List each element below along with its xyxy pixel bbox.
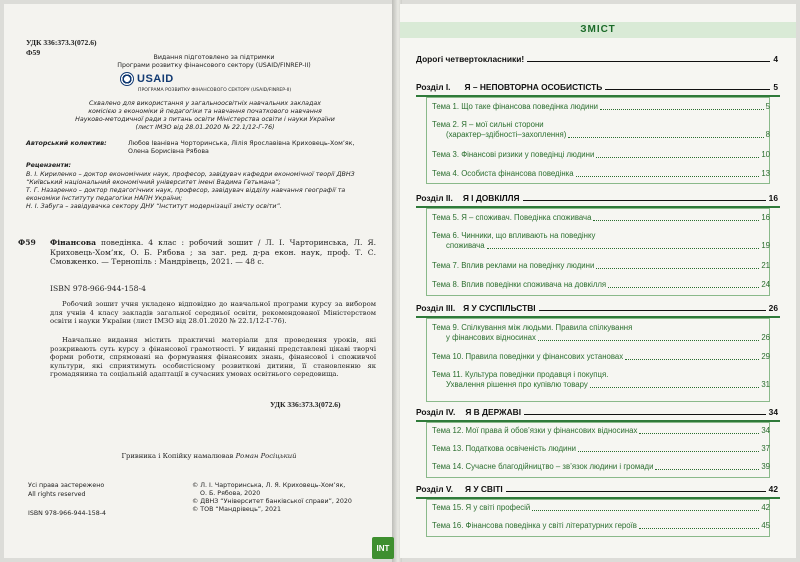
topic-page: 5 [765,102,770,111]
leader-dots [590,387,760,388]
approval-line: (лист ІМЗО від 28.01.2020 № 22.1/12-Г-76) [135,124,275,131]
author-line: Олена Борисівна Рябова [128,148,209,155]
topic-title: Тема 11. Культура поведінки продавця і покупця. [432,370,609,379]
topic-title-cont: у фінансових відносинах [446,333,536,342]
topic-page: 45 [761,521,770,530]
copyright-line: © Л. І. Чарторинська, Л. Я. Криховець-Хом’як, [192,482,346,489]
section-number: Розділ IV. [416,407,456,417]
isbn-bottom: ISBN 978-966-944-158-4 [28,510,107,517]
leader-dots [568,137,763,138]
support-line2: Програми розвитку фінансового сектору (USAID/FINREP-II) [117,62,311,69]
toc-topic-15[interactable] [432,503,770,513]
leader-dots [593,220,759,221]
topic-title: Тема 10. Правила поведінки у фінансових установах [432,352,624,361]
topic-page: 39 [761,462,770,471]
leader-dots [596,268,759,269]
topic-title: Тема 16. Фінансова поведінка у світі літературних героїв [432,521,637,530]
toc-intro-page: 4 [773,54,778,64]
udc-bottom: УДК 336:373.3(072.6) [270,400,341,409]
toc-topic-10[interactable] [432,352,770,362]
topic-title: Тема 15. Я у світі професій [432,503,531,512]
leader-dots [639,433,759,434]
topic-page: 29 [761,352,770,361]
toc-section-2[interactable] [416,193,778,203]
toc-topic-8[interactable] [432,280,770,290]
code-main: Ф59 [18,238,36,247]
section-page: 5 [773,82,778,92]
toc-topic-4[interactable] [432,169,770,179]
code-top: Ф59 [26,48,41,57]
leader-line [523,200,766,201]
topic-title: Тема 6. Чинники, що впливають на поведінку [432,231,596,240]
topic-title: Тема 7. Вплив реклами на поведінку людини [432,261,595,270]
catalog-rest: поведінка. 4 клас : робочий зошит / Л. І. Чарторинська, Л. Я. Криховець-Хом’як, О. Б. Рябова ; за заг. ред. д-ра екон. наук, проф. Т. С. Смовженко. — Тернопіль : Мандрівець, 2021. — 48 с. [50,238,376,267]
usaid-logo-text: USAID [137,73,174,85]
section-page: 16 [768,193,778,203]
topic-page: 10 [761,150,770,159]
toc-section-3[interactable] [416,303,778,313]
usaid-logo [120,72,174,86]
catalog-title: Фінансова [50,238,97,247]
illustrator [44,452,374,461]
rights-1: Усі права застережено [28,482,105,489]
topic-title: Тема 2. Я – мої сильні сторони [432,120,544,129]
toc-topic-12[interactable] [432,426,770,436]
usaid-seal-icon [120,72,134,86]
authors-label: Авторський колектив: [26,140,107,147]
leader-line [506,491,766,492]
reviewer-entry: Т. Г. Назаренко – доктор педагогічних наук, професор, завідувач відділу навчання географії та економіки Інституту педагогіки НАПН України; [26,187,346,202]
approval-line: Науково-методичної ради з питань освіти Міністерства освіти і науки України [75,116,335,123]
topic-title: Тема 4. Особиста фінансова поведінка [432,169,574,178]
reviewers [26,171,374,211]
topic-title-cont: Ухвалення рішення про купівлю товару [446,380,588,389]
topic-title: Тема 12. Мої права й обов’язки у фінансових відносинах [432,426,638,435]
toc-topic-9[interactable] [432,323,770,343]
approval-text [40,100,370,132]
toc-topic-13[interactable] [432,444,770,454]
toc-section-1[interactable] [416,82,778,92]
toc-intro[interactable] [416,54,778,64]
publisher-logo-icon: INT [372,537,394,559]
leader-dots [600,109,764,110]
usaid-sub: ПРОГРАМА РОЗВИТКУ ФІНАНСОВОГО СЕКТОРУ (USAID/FINREP-II) [138,88,292,93]
copyright-line: О. Б. Рябова, 2020 [200,490,261,497]
toc-topic-14[interactable] [432,462,770,472]
leader-dots [576,176,760,177]
section-number: Розділ III. [416,303,456,313]
approval-line: Схвалено для використання у загальноосвітніх навчальних закладах [89,100,321,107]
illustrator-name: Роман Росіцький [235,452,297,460]
copyright-line: © ДВНЗ “Університет банківської справи”, 2020 [192,498,352,505]
toc-topic-5[interactable] [432,213,770,223]
section-page: 42 [768,484,778,494]
leader-dots [538,340,759,341]
section-name: Я В ДЕРЖАВІ [465,407,522,417]
leader-dots [639,528,759,529]
author-line: Любов Іванівна Чорторинська, Лілія Ярославівна Криховець-Хом’як, [128,140,355,147]
reviewer-entry: В. І. Кириленко – доктор економічних наук, професор, завідувач кафедри економічної теорії ДВНЗ “Київський національний економічний університет імені Вадима Гетьмана”; [26,171,355,186]
topic-title: Тема 8. Вплив поведінки споживача на довкілля [432,280,607,289]
topic-title: Тема 13. Податкова освіченість людини [432,444,577,453]
topic-page: 31 [761,380,770,389]
section-number: Розділ I. [416,82,451,92]
topic-title: Тема 14. Сучасне благодійництво – зв’язок людини і громади [432,462,654,471]
topic-page: 37 [761,444,770,453]
authors [128,140,378,156]
leader-dots [532,510,759,511]
copyright-line: © ТОВ “Мандрівець”, 2021 [192,506,282,513]
topic-page: 16 [761,213,770,222]
abstract-2: Навчальне видання містить практичні матеріали для проведення уроків, які розкривають суть курсу з фінансової грамотності. У виданні представлені цікаві творчі форми роботи, спрямовані на формування фінансових знань, фінансової і споживчої культури, які сприятимуть особистісному розвиткові дитини, її становленню як громадянина та соціальній адаптації в сучасних умовах освітнього середовища. [50,336,376,379]
toc-topic-1[interactable] [432,102,770,112]
topic-title: Тема 3. Фінансові ризики у поведінці людини [432,150,595,159]
leader-dots [625,359,759,360]
support-line1: Видання підготовлено за підтримки [153,54,275,61]
toc-topic-6[interactable] [432,231,770,251]
leader-line [605,89,770,90]
toc-intro-label: Дорогі четвертокласники! [416,54,525,64]
topic-title-cont: (характер–здібності–захоплення) [446,130,567,139]
topic-page: 34 [761,426,770,435]
leader-dots [655,469,759,470]
approval-line: комісією з економіки й педагогіки та навчання початкового навчання [88,108,322,115]
illustrator-text: Гривника і Копійку намалював [121,452,234,460]
toc-topic-2[interactable] [432,120,770,140]
section-page: 34 [768,407,778,417]
topic-page: 21 [761,261,770,270]
section-number: Розділ V. [416,484,453,494]
leader-dots [608,287,759,288]
section-name: Я І ДОВКІЛЛЯ [462,193,520,203]
leader-dots [487,248,760,249]
topic-title: Тема 5. Я – споживач. Поведінка споживача [432,213,592,222]
section-number: Розділ II. [416,193,453,203]
leader-line [539,310,766,311]
toc-topic-11[interactable] [432,370,770,390]
topic-page: 24 [761,280,770,289]
topic-page: 26 [761,333,770,342]
catalog-entry [50,238,376,267]
udc-top: УДК 336:373.3(072.6) [26,38,97,47]
leader-line [524,414,766,415]
topic-page: 13 [761,169,770,178]
copyright-block [192,482,392,514]
toc-title: ЗМІСТ [580,24,616,35]
isbn: ISBN 978-966-944-158-4 [50,284,146,293]
abstract-1: Робочий зошит учня укладено відповідно до навчальної програми курсу за вибором для учнів 4 класу закладів загальної середньої освіти, рекомендованої Міністерством освіти і науки України (лист ІМЗО від 28.01.2020 № 22.1/12-Г-76). [50,300,376,326]
toc-section-4[interactable] [416,407,778,417]
section-name: Я У СУСПІЛЬСТВІ [463,303,536,313]
toc-topic-3[interactable] [432,150,770,160]
toc-topic-16[interactable] [432,521,770,531]
topic-title: Тема 9. Спілкування між людьми. Правила спілкування [432,323,633,332]
section-name: Я – НЕПОВТОРНА ОСОБИСТІСТЬ [464,82,603,92]
leader-dots [596,157,759,158]
rights-2: All rights reserved [28,491,86,498]
topic-title: Тема 1. Що таке фінансова поведінка людини [432,102,599,111]
topic-page: 8 [765,130,770,139]
reviewer-entry: Н. І. Забуга – завідувачка сектору ДНУ “Інститут модернізації змісту освіти”. [26,203,282,210]
section-page: 26 [768,303,778,313]
topic-title-cont: споживача [446,241,485,250]
toc-section-5[interactable] [416,484,778,494]
topic-page: 42 [761,503,770,512]
reviewers-label: Рецензенти: [26,162,72,169]
leader-line [527,61,770,62]
toc-topic-7[interactable] [432,261,770,271]
imprint-page [4,4,394,558]
topic-page: 19 [761,241,770,250]
section-name: Я У СВІТІ [464,484,503,494]
leader-dots [578,451,759,452]
toc-page [376,4,796,558]
